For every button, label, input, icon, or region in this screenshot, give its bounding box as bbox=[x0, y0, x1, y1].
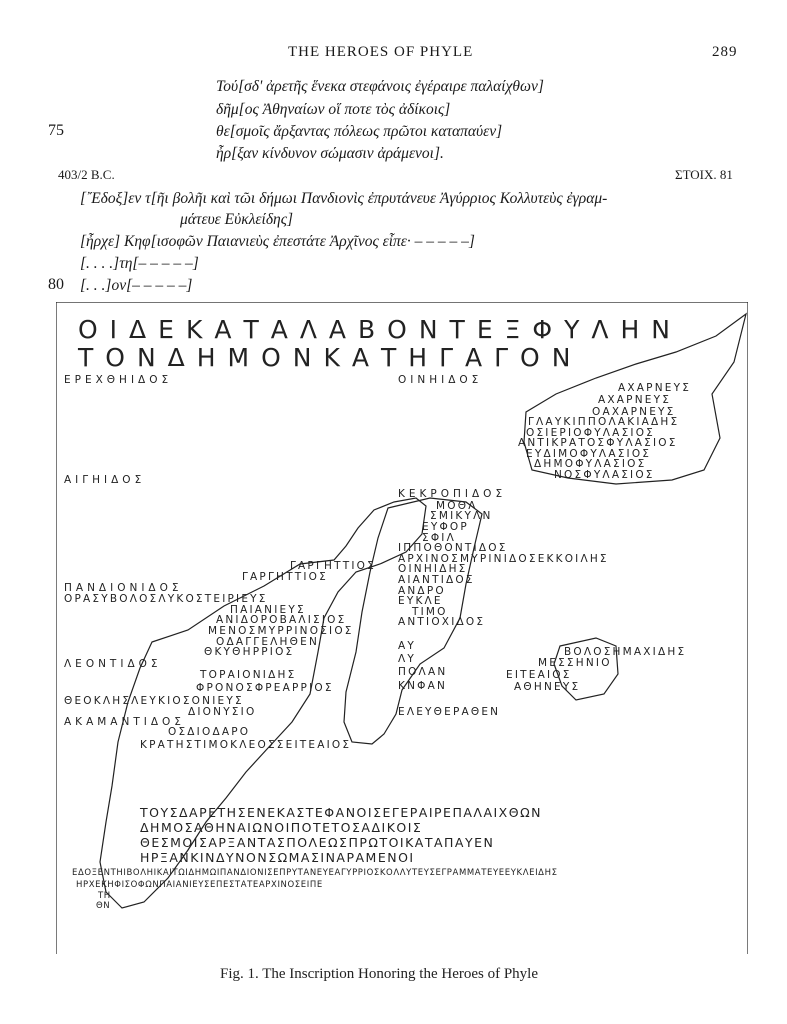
name-line: ΜΕΣΣΗΝΙΟ bbox=[538, 657, 612, 669]
name-line: ΓΛΑΥΚΙΠΠΟΛΑΚΙΑΔΗΣ bbox=[528, 416, 680, 428]
decree-line: [῎Εδοξ]εν τ[ῆι βολῆι καὶ τῶι δήμωι Πανδιονὶς ἐπρυτάνευε Ἀγύρριος Κολλυτεὺς ἐγραμ- bbox=[80, 190, 608, 207]
line-number: 80 bbox=[48, 276, 64, 293]
name-line: ΟΡΑΣΥΒΟΛΟΣΛΥΚΟΣΤΕΙΡΙΕΥΣ bbox=[64, 593, 268, 605]
inscription-epigram-line: ΔΗΜΟΣΑΘΗΝΑΙΩΝΟΙΠΟΤΕΤΟΣΑΔΙΚΟΙΣ bbox=[140, 820, 423, 835]
name-line: ΟΣΙΕΡΙΟΦΥΛΑΣΙΟΣ bbox=[526, 427, 655, 439]
name-line: ΑΥ bbox=[398, 640, 416, 652]
epigram-line: δῆμ[ος Ἀθηναίων οἵ ποτε τὸς ἀδίκοις] bbox=[216, 101, 451, 118]
tribe-kekropis: ΚΕΚΡΟΠΙΔΟΣ bbox=[398, 488, 507, 500]
name-line: ΚΡΑΤΗΣΤΙΜΟΚΛΕΟΣΣΕΙΤΕΑΙΟΣ bbox=[140, 739, 352, 751]
epigram-line: θε[σμοῖς ἄρξαντας πόλεως πρῶτοι καταπαύεν] bbox=[216, 123, 503, 140]
name-line: ΕΥΚΛΕ bbox=[398, 595, 443, 607]
name-line: ΟΙΝΗΙΔΗΣ bbox=[398, 563, 468, 575]
name-line: ΙΠΠΟΘΟΝΤΙΔΟΣ bbox=[398, 542, 508, 554]
name-line: ΚΝΦΑΝ bbox=[398, 680, 448, 692]
name-line: ΑΝΤΙΟΧΙΔΟΣ bbox=[398, 616, 486, 628]
name-line: ΒΟΛΟΣΗΜΑΧΙΔΗΣ bbox=[564, 646, 687, 658]
tribe-erechtheis: ΕΡΕΧΘΗΙΔΟΣ bbox=[64, 374, 173, 386]
name-line: ΘΚΥΘΗΡΡΙΟΣ bbox=[204, 646, 295, 658]
name-line: ΕΥΦΟΡ bbox=[422, 521, 469, 533]
name-line: ΦΡΟΝΟΣΦΡΕΑΡΡΙΟΣ bbox=[196, 682, 334, 694]
name-line: ΛΥ bbox=[398, 653, 416, 665]
inscription-epigram-line: ΗΡΞΑΝΚΙΝΔΥΝΟΝΣΩΜΑΣΙΝΑΡΑΜΕΝΟΙ bbox=[140, 850, 415, 865]
name-line: ΑΝΙΔΟΡΟΒΑΛΙΣΙΟΣ bbox=[216, 614, 347, 626]
name-line: ΓΑΡΓΗΤΤΙΟΣ bbox=[290, 560, 376, 572]
name-line: ΔΗΜΟΦΥΛΑΣΙΟΣ bbox=[534, 458, 647, 470]
figure-title-line1: ΟΙΔΕΚΑΤΑΛΑΒΟΝΤΕΞΦΥΛΗΝ bbox=[78, 315, 682, 344]
epigram-line: Τού[σδ' ἀρετῆς ἕνεκα στεφάνοις ἐγέραιρε παλαίχθων] bbox=[216, 78, 544, 95]
name-line: ΑΝΤΙΚΡΑΤΟΣΦΥΛΑΣΙΟΣ bbox=[518, 437, 678, 449]
name-line: ΕΥΔΙΜΟΦΥΛΑΣΙΟΣ bbox=[526, 448, 652, 460]
name-line: ΤΟΡΑΙΟΝΙΔΗΣ bbox=[200, 669, 297, 681]
name-line: ΘΕΟΚΛΗΣΛΕΥΚΙΟΣΟΝΙΕΥΣ bbox=[64, 695, 244, 707]
page-number: 289 bbox=[712, 44, 738, 60]
name-line: ΜΟΘΛ bbox=[436, 500, 478, 512]
name-line: ΑΙΑΝΤΙΔΟΣ bbox=[398, 574, 475, 586]
name-line: ΓΑΡΓΗΤΤΙΟΣ bbox=[242, 571, 328, 583]
name-line: ΑΝΔΡΟ bbox=[398, 585, 446, 597]
inscription-figure bbox=[56, 302, 748, 982]
name-line: ΜΕΝΟΣΜΥΡΡΙΝΟΣΙΟΣ bbox=[208, 625, 354, 637]
name-line: ΠΟΛΑΝ bbox=[398, 666, 448, 678]
decree-line: [. . .]ον[– – – – –] bbox=[80, 277, 193, 294]
inscription-decree-line: ΕΔΟΞΕΝΤΗΙΒΟΛΗΙΚΑΙΤΩΙΔΗΜΩΙΠΑΝΔΙΟΝΙΣΕΠΡΥΤΑΝΕΥΕΑΓΥΡΡΙΟΣΚΟΛΛΥΤΕΥΣΕΓΡΑΜΜΑΤΕΥΕΕΥΚΛΕΙΔΗΣ bbox=[72, 868, 558, 878]
line-number: 75 bbox=[48, 122, 64, 139]
date-label: 403/2 B.C. bbox=[58, 167, 115, 182]
tribe-aigeis: ΑΙΓΗΙΔΟΣ bbox=[64, 474, 146, 486]
tribe-oineis: ΟΙΝΗΙΔΟΣ bbox=[398, 374, 483, 386]
name-line: ΟΑΧΑΡΝΕΥΣ bbox=[592, 406, 676, 418]
running-title: THE HEROES OF PHYLE bbox=[288, 44, 474, 60]
name-line: ΕΛΕΥΘΕΡΑΘΕΝ bbox=[398, 706, 501, 718]
name-line: ΑΘΗΝΕΥΣ bbox=[514, 681, 581, 693]
figure-caption: Fig. 1. The Inscription Honoring the Heroes of Phyle bbox=[220, 966, 539, 982]
epigram-line: ἦρ[ξαν κίνδυνον σώμασιν ἀράμενοι]. bbox=[216, 145, 444, 162]
stoichedon-label: ΣΤΟΙΧ. 81 bbox=[675, 167, 733, 182]
name-line: ΤΙΜΟ bbox=[412, 606, 448, 618]
name-line: ΣΜΙΚΥΛΝ bbox=[430, 510, 493, 522]
inscription-epigram-line: ΤΟΥΣΔΑΡΕΤΗΣΕΝΕΚΑΣΤΕΦΑΝΟΙΣΕΓΕΡΑΙΡΕΠΑΛΑΙΧΘΩΝ bbox=[140, 805, 542, 820]
decree-line: [ἦρχε] Κηφ[ισοφῶν Παιανιεὺς ἐπεστάτε Ἀρχῖνος εἶπε· – – – – –] bbox=[80, 233, 475, 250]
name-line: ΑΧΑΡΝΕΥΣ bbox=[598, 394, 672, 406]
name-line: ΝΟΣΦΥΛΑΣΙΟΣ bbox=[554, 469, 655, 481]
name-line: ΟΣΔΙΟΔΑΡΟ bbox=[168, 726, 251, 738]
tribe-leontis: ΛΕΟΝΤΙΔΟΣ bbox=[64, 658, 162, 670]
name-line: ΠΑΙΑΝΙΕΥΣ bbox=[230, 604, 306, 616]
name-line: ΑΧΑΡΝΕΥΣ bbox=[618, 382, 692, 394]
name-line: ΟΔΑΓΓΕΛΗΘΕΝ bbox=[216, 636, 319, 648]
name-line: ΑΡΧΙΝΟΣΜΥΡΙΝΙΔΟΣΕΚΚΟΙΛΗΣ bbox=[398, 553, 609, 565]
name-line: ΣΦΙΛ bbox=[422, 532, 456, 544]
inscription-decree-line: ΗΡΧΕΚΗΦΙΣΟΦΩΝΠΑΙΑΝΙΕΥΣΕΠΕΣΤΑΤΕΑΡΧΙΝΟΣΕΙΠΕ bbox=[76, 880, 323, 890]
inscription-decree-line: ΤΗ bbox=[98, 891, 111, 901]
name-line: ΔΙΟΝΥΣΙΟ bbox=[188, 706, 257, 718]
tribe-pandionis: ΠΑΝΔΙΟΝΙΔΟΣ bbox=[64, 582, 183, 594]
decree-line: μάτευε Εὐκλείδης] bbox=[180, 211, 294, 228]
decree-line: [. . . .]τη[– – – – –] bbox=[80, 255, 199, 272]
inscription-epigram-line: ΘΕΣΜΟΙΣΑΡΞΑΝΤΑΣΠΟΛΕΩΣΠΡΩΤΟΙΚΑΤΑΠΑΥΕΝ bbox=[140, 835, 495, 850]
figure-title-line2: ΤΟΝΔΗΜΟΝΚΑΤΗΓΑΓΟΝ bbox=[78, 343, 583, 372]
name-line: ΕΙΤΕΑΙΟΣ bbox=[506, 669, 572, 681]
inscription-decree-line: ΘΝ bbox=[96, 901, 111, 911]
tribe-akamantis: ΑΚΑΜΑΝΤΙΔΟΣ bbox=[64, 716, 185, 728]
